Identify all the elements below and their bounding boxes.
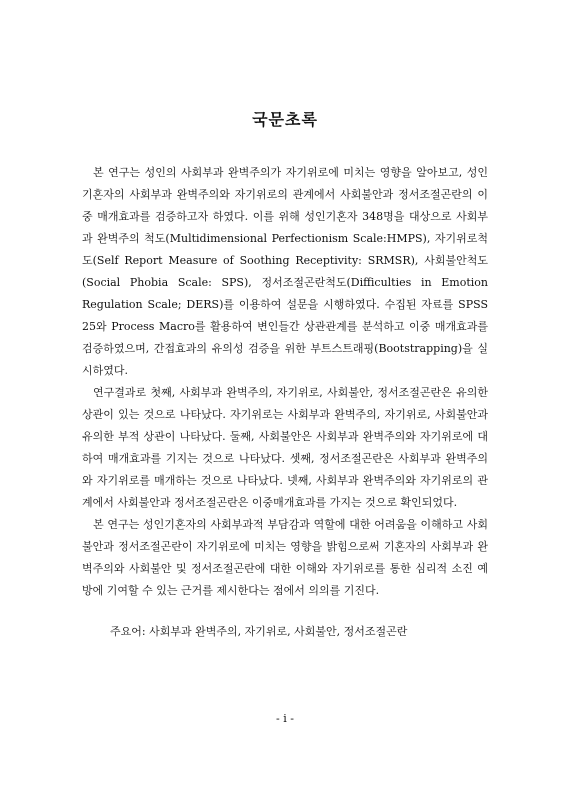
abstract-paragraph-3: 본 연구는 성인기혼자의 사회부과적 부담감과 역할에 대한 어려움을 이해하고 사회불안과 정서조절곤란이 자기위로에 미치는 영향을 밝힘으로써 기혼자의 사회부과 완벽주의와 사회불안 및 정서조절곤란에 대한 이해와 자기위로를 통한 심리적 소진 예방에 기여할 수 있는 근거를 제시한다는 점에서 의의를 기진다. xyxy=(82,518,488,597)
abstract-paragraph-1: 본 연구는 성인의 사회부과 완벽주의가 자기위로에 미치는 영향을 알아보고, 성인기혼자의 사회부과 완벽주의와 자기위로의 관계에서 사회불안과 정서조절곤란의 이중 매개효과를 검증하고자 하였다. 이를 위해 성인기혼자 348명을 대상으로 사회부과 완벽주의 척도(Multidimensional Perfectionism Scale:HMPS), 자기위로척도(Self Report Measure of Soothing Receptivity: SRMSR), 사회불안척도(Social Phobia Scale: SPS), 정서조절곤란척도(Difficulties in Emotion Regulation Scale; DERS)를 이용하여 설문을 시행하였다. 수집된 자료를 SPSS 25와 Process Macro를 활용하여 변인들간 상관관계를 분석하고 이중 매개효과를 검증하였으며, 간접효과의 유의성 검증을 위한 부트스트래핑(Bootstrapping)을 실시하였다. xyxy=(82,166,488,377)
abstract-body xyxy=(82,162,488,602)
abstract-title: 국문초록 xyxy=(252,110,318,129)
page-number: - i - xyxy=(276,712,294,725)
abstract-paragraph-2: 연구결과로 첫째, 사회부과 완벽주의, 자기위로, 사회불안, 정서조절곤란은 유의한 상관이 있는 것으로 나타났다. 자기위로는 사회부과 완벽주의, 자기위로, 사회불안과 유의한 부적 상관이 나타났다. 둘째, 사회불안은 사회부과 완벽주의와 자기위로에 대하여 매개효과를 기지는 것으로 나타났다. 셋째, 정서조절곤란은 사회부과 완벽주의와 자기위로를 매개하는 것으로 나타났다. 넷째, 사회부과 완벽주의와 자기위로의 관계에서 사회불안과 정서조절곤란은 이중매개효과를 가지는 것으로 확인되었다. xyxy=(82,386,488,509)
keywords-line: 주요어: 사회부과 완벽주의, 자기위로, 사회불안, 정서조절곤란 xyxy=(110,625,408,638)
